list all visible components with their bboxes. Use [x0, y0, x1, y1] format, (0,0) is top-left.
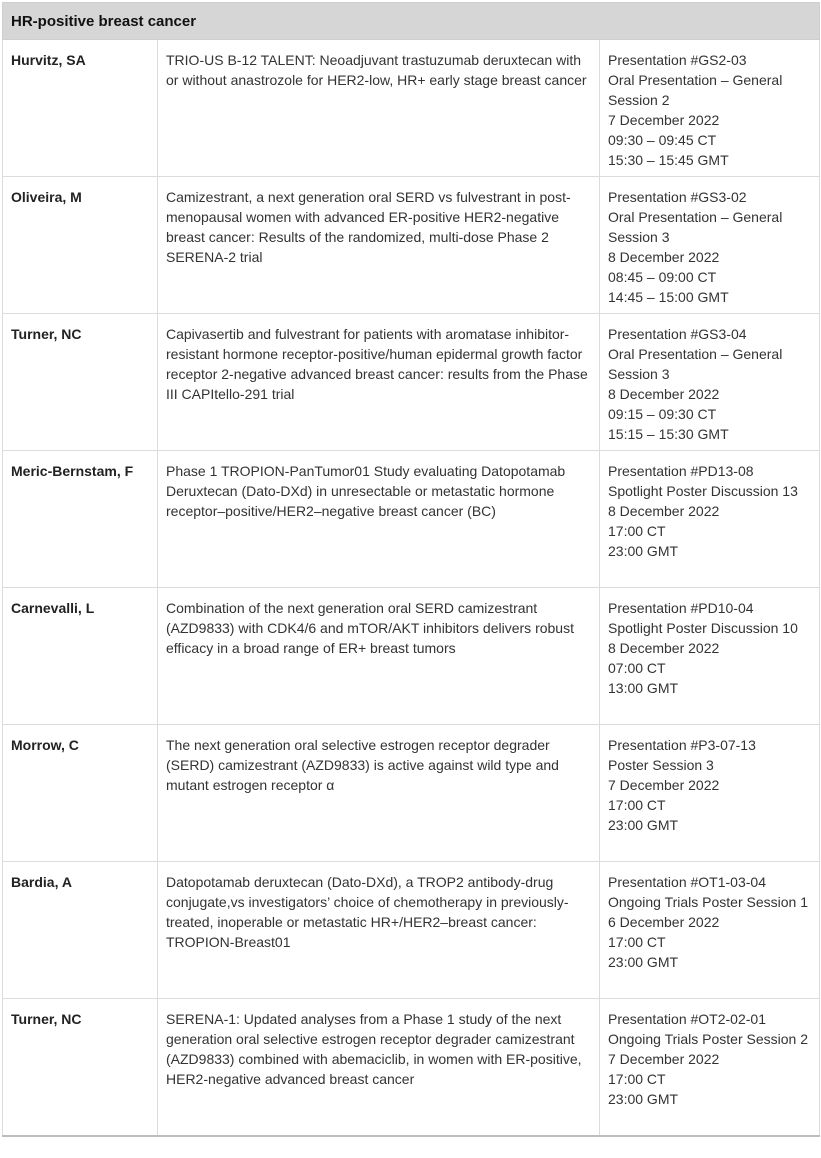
presentation-number: Presentation #P3-07-13	[608, 737, 756, 753]
presentation-details-cell	[600, 177, 820, 314]
author-cell: Turner, NC	[3, 314, 158, 451]
section-title: HR-positive breast cancer	[3, 3, 820, 40]
session-name: Oral Presentation – General Session 3	[608, 346, 783, 382]
session-name: Ongoing Trials Poster Session 1	[608, 894, 808, 910]
abstract-title-cell: SERENA-1: Updated analyses from a Phase 1 study of the next generation oral selective estrogen receptor degrader camizestrant (AZD9833) combined with abemaciclib, in women with ER-positive, HER2-negative advanced breast cancer	[158, 999, 600, 1136]
presentation-time-ct: 09:30 – 09:45 CT	[608, 132, 717, 148]
table-body	[3, 40, 820, 1136]
author-cell: Bardia, A	[3, 862, 158, 999]
abstract-title-cell: Phase 1 TROPION-PanTumor01 Study evaluating Datopotamab Deruxtecan (Dato-DXd) in unresectable or metastatic hormone receptor–positive/HER2–negative breast cancer (BC)	[158, 451, 600, 588]
presentation-time-ct: 08:45 – 09:00 CT	[608, 269, 717, 285]
author-cell: Turner, NC	[3, 999, 158, 1136]
author-cell: Oliveira, M	[3, 177, 158, 314]
table-row	[3, 451, 820, 588]
presentation-time-gmt: 14:45 – 15:00 GMT	[608, 289, 729, 305]
presentation-time-gmt: 13:00 GMT	[608, 680, 679, 696]
presentation-time-gmt: 23:00 GMT	[608, 954, 679, 970]
session-name: Oral Presentation – General Session 2	[608, 72, 783, 108]
presentation-time-ct: 17:00 CT	[608, 934, 666, 950]
abstract-title-cell: Datopotamab deruxtecan (Dato-DXd), a TROP2 antibody-drug conjugate,vs investigators’ choice of chemotherapy in previously-treated, inoperable or metastatic HR+/HER2–breast cancer: TROPION-Breast01	[158, 862, 600, 999]
presentation-time-ct: 17:00 CT	[608, 523, 666, 539]
author-cell: Morrow, C	[3, 725, 158, 862]
presentation-time-ct: 17:00 CT	[608, 797, 666, 813]
presentation-details-cell	[600, 725, 820, 862]
presentation-number: Presentation #OT1-03-04	[608, 874, 766, 890]
presentation-date: 8 December 2022	[608, 386, 720, 402]
presentation-time-gmt: 23:00 GMT	[608, 543, 679, 559]
table-row	[3, 725, 820, 862]
abstract-title-cell: The next generation oral selective estrogen receptor degrader (SERD) camizestrant (AZD9833) is active against wild type and mutant estrogen receptor α	[158, 725, 600, 862]
presentation-date: 8 December 2022	[608, 249, 720, 265]
session-name: Ongoing Trials Poster Session 2	[608, 1031, 808, 1047]
presentation-number: Presentation #PD10-04	[608, 600, 754, 616]
presentation-time-ct: 07:00 CT	[608, 660, 666, 676]
presentation-time-gmt: 23:00 GMT	[608, 1091, 679, 1107]
presentation-date: 8 December 2022	[608, 640, 720, 656]
presentation-date: 6 December 2022	[608, 914, 720, 930]
table-row	[3, 999, 820, 1136]
presentation-details-cell	[600, 999, 820, 1136]
presentation-time-gmt: 23:00 GMT	[608, 817, 679, 833]
table-row	[3, 862, 820, 999]
table-row	[3, 40, 820, 177]
presentation-details-cell	[600, 451, 820, 588]
presentation-number: Presentation #GS2-03	[608, 52, 747, 68]
presentation-time-gmt: 15:15 – 15:30 GMT	[608, 426, 729, 442]
presentation-number: Presentation #OT2-02-01	[608, 1011, 766, 1027]
presentation-time-gmt: 15:30 – 15:45 GMT	[608, 152, 729, 168]
abstract-title-cell: TRIO-US B-12 TALENT: Neoadjuvant trastuzumab deruxtecan with or without anastrozole for HER2-low, HR+ early stage breast cancer	[158, 40, 600, 177]
presentation-number: Presentation #GS3-04	[608, 326, 747, 342]
abstract-title-cell: Camizestrant, a next generation oral SERD vs fulvestrant in post-menopausal women with advanced ER-positive HER2-negative breast cancer: Results of the randomized, multi-dose Phase 2 SERENA-2 trial	[158, 177, 600, 314]
session-name: Spotlight Poster Discussion 10	[608, 620, 798, 636]
abstract-title-cell: Capivasertib and fulvestrant for patients with aromatase inhibitor-resistant hormone receptor-positive/human epidermal growth factor receptor 2-negative advanced breast cancer: results from the Phase III CAPItello-291 trial	[158, 314, 600, 451]
presentations-table	[2, 2, 820, 1137]
presentation-date: 7 December 2022	[608, 112, 720, 128]
presentation-details-cell	[600, 40, 820, 177]
session-name: Poster Session 3	[608, 757, 714, 773]
author-cell: Carnevalli, L	[3, 588, 158, 725]
section-header-row	[3, 3, 820, 40]
presentations-table-container	[2, 2, 819, 1137]
presentation-date: 7 December 2022	[608, 1051, 720, 1067]
author-cell: Hurvitz, SA	[3, 40, 158, 177]
presentation-time-ct: 09:15 – 09:30 CT	[608, 406, 717, 422]
presentation-date: 7 December 2022	[608, 777, 720, 793]
presentation-time-ct: 17:00 CT	[608, 1071, 666, 1087]
presentation-date: 8 December 2022	[608, 503, 720, 519]
abstract-title-cell: Combination of the next generation oral SERD camizestrant (AZD9833) with CDK4/6 and mTOR/AKT inhibitors delivers robust efficacy in a broad range of ER+ breast tumors	[158, 588, 600, 725]
session-name: Oral Presentation – General Session 3	[608, 209, 783, 245]
table-row	[3, 314, 820, 451]
table-row	[3, 177, 820, 314]
presentation-details-cell	[600, 314, 820, 451]
author-cell: Meric-Bernstam, F	[3, 451, 158, 588]
presentation-number: Presentation #PD13-08	[608, 463, 754, 479]
table-row	[3, 588, 820, 725]
presentation-details-cell	[600, 588, 820, 725]
presentation-number: Presentation #GS3-02	[608, 189, 747, 205]
session-name: Spotlight Poster Discussion 13	[608, 483, 798, 499]
presentation-details-cell	[600, 862, 820, 999]
